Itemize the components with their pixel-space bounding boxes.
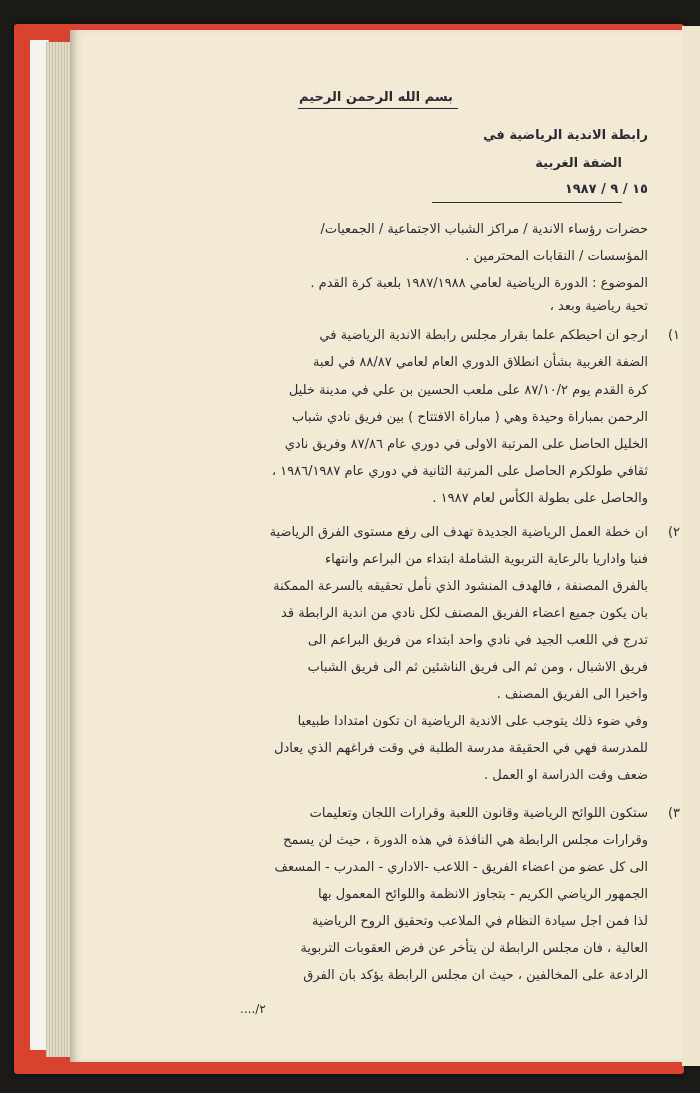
date-underline [432, 202, 622, 203]
paragraph-2-line: تدرج في اللعب الجيد في نادي واحد ابتداء من فريق البراعم الى [307, 633, 648, 648]
sender-line-2: الضفة الغربية [535, 156, 622, 171]
paragraph-3-number: ٣) [667, 806, 680, 821]
paragraph-2-line: بالفرق المصنفة ، فالهدف المنشود الذي نأمل تحقيقه بالسرعة الممكنة [273, 579, 648, 594]
paragraph-2-line: فريق الاشبال ، ومن ثم الى فريق الناشئين ثم الى فريق الشباب [307, 660, 648, 675]
page-stack-edges [46, 42, 72, 1057]
greeting-line: تحية رياضية وبعد ، [549, 299, 648, 314]
page-marker: ٢/.... [240, 1002, 266, 1016]
letter-date: ١٥ / ٩ / ١٩٨٧ [564, 182, 648, 197]
paragraph-3-line: الى كل عضو من اعضاء الفريق - اللاعب -الاداري - المدرب - المسعف [274, 860, 648, 875]
basmala-underline [298, 108, 458, 109]
paragraph-1-line: كرة القدم يوم ٨٧/١٠/٢ على ملعب الحسين بن علي في مدينة خليل [288, 383, 648, 398]
paragraph-3-line: وقرارات مجلس الرابطة هي النافذة في هذه الدورة ، حيث لن يسمح [283, 833, 648, 848]
addressee-line-2: المؤسسات / النقابات المحترمين . [465, 249, 648, 264]
document-page [70, 30, 682, 1062]
paragraph-3-line: ستكون اللوائح الرياضية وقانون اللعبة وقرارات اللجان وتعليمات [309, 806, 648, 821]
paragraph-1-line: ارجو ان احيطكم علما بقرار مجلس رابطة الاندية الرياضية في [319, 328, 648, 343]
paragraph-1-number: ١) [667, 328, 680, 343]
paragraph-1-line: الضفة الغربية بشأن انطلاق الدوري العام لعامي ٨٨/٨٧ في لعبة [312, 355, 648, 370]
addressee-line-1: حضرات رؤساء الاندية / مراكز الشباب الاجتماعية / الجمعيات/ [320, 222, 648, 237]
paragraph-3-line: لذا فمن اجل سيادة النظام في الملاعب وتحقيق الروح الرياضية [312, 914, 648, 929]
paragraph-2-line: وفي ضوء ذلك يتوجب على الاندية الرياضية ان تكون امتدادا طبيعيا [297, 714, 648, 729]
paragraph-2-line: بان يكون جميع اعضاء الفريق المصنف لكل نادي من اندية الرابطة قد [281, 606, 648, 621]
paragraph-2-line: للمدرسة فهي في الحقيقة مدرسة الطلبة في وقت فراغهم الذي يعادل [274, 741, 648, 756]
paragraph-1-line: الخليل الحاصل على المرتبة الاولى في دوري عام ٨٧/٨٦ وفريق نادي [284, 437, 648, 452]
basmala: بسم الله الرحمن الرحيم [299, 90, 453, 105]
paragraph-3-line: العالية ، فان مجلس الرابطة لن يتأخر عن فرض العقوبات التربوية [300, 941, 648, 956]
paragraph-3-line: الرادعة على المخالفين ، حيث ان مجلس الرابطة يؤكد بان الفرق [303, 968, 648, 983]
paragraph-1-line: والحاصل على بطولة الكأس لعام ١٩٨٧ . [432, 491, 648, 506]
paragraph-1-line: ثقافي طولكرم الحاصل على المرتبة الثانية في دوري عام ١٩٨٦/١٩٨٧ ، [271, 464, 648, 479]
paragraph-1-line: الرحمن بمباراة وحيدة وهي ( مباراة الافتتاح ) بين فريق نادي شباب [291, 410, 648, 425]
paragraph-3-line: الجمهور الرياضي الكريم - بتجاوز الانظمة واللوائح المعمول بها [318, 887, 648, 902]
paragraph-2-line: ان خطة العمل الرياضية الجديدة تهدف الى رفع مستوى الفرق الرياضية [269, 525, 648, 540]
subject-line: الموضوع : الدورة الرياضية لعامي ١٩٨٧/١٩٨٨ بلعبة كرة القدم . [310, 276, 648, 291]
paragraph-2-line: ضعف وقت الدراسة او العمل . [483, 768, 648, 783]
paragraph-2-line: فنيا واداريا بالرعاية التربوية الشاملة ابتداء من البراعم وانتهاء [325, 552, 648, 567]
facing-page-edge [682, 26, 700, 1066]
paragraph-2-number: ٢) [667, 525, 680, 540]
letter-content [70, 30, 682, 1062]
paragraph-2-line: واخيرا الى الفريق المصنف . [496, 687, 648, 702]
sender-line-1: رابطة الاندية الرياضية في [483, 128, 648, 143]
